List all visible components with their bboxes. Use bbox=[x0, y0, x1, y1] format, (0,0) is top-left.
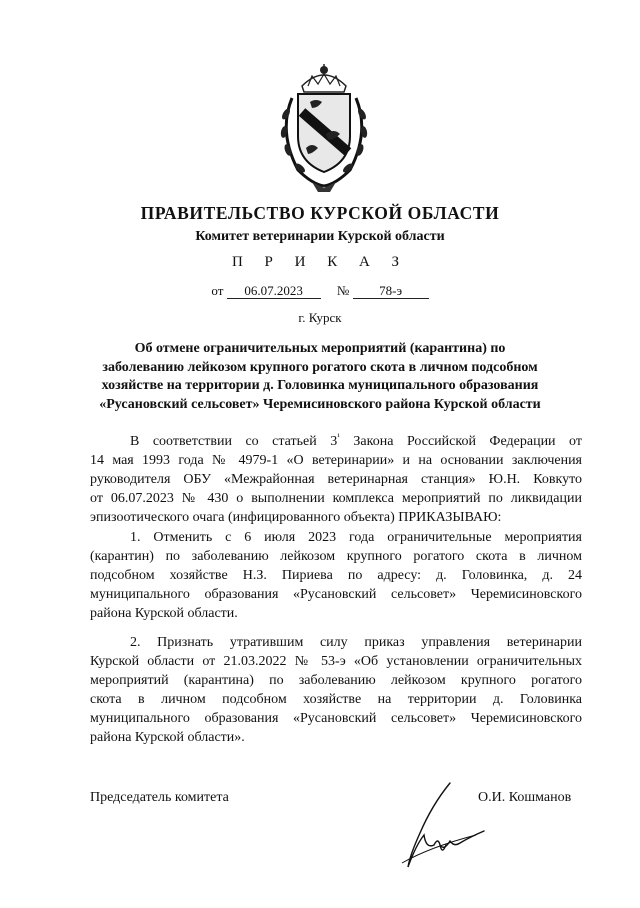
item-line: мероприятий (карантина) по заболеванию лейкозом крупного рогатого bbox=[90, 673, 582, 688]
item-line: 2. Признать утратившим силу приказ управления ветеринарии bbox=[130, 635, 582, 650]
order-city: г. Курск bbox=[298, 310, 342, 325]
order-subject bbox=[60, 340, 580, 414]
order-date: 06.07.2023 bbox=[227, 284, 321, 299]
subject-line: Об отмене ограничительных мероприятий (карантина) по bbox=[134, 341, 506, 356]
subject-line: хозяйстве на территории д. Головинка муниципального образования bbox=[101, 378, 539, 393]
item-line: района Курской области». bbox=[90, 730, 245, 745]
committee-name: Комитет ветеринарии Курской области bbox=[195, 229, 445, 244]
government-title: ПРАВИТЕЛЬСТВО КУРСКОЙ ОБЛАСТИ bbox=[140, 203, 500, 223]
item-line: подсобном хозяйстве Н.З. Пириева по адресу: д. Головинка, д. 24 bbox=[90, 568, 582, 583]
subject-line: «Русановский сельсовет» Черемисиновского района Курской области bbox=[99, 396, 541, 412]
item-line: района Курской области. bbox=[90, 606, 238, 621]
item-line: (карантин) по заболеванию лейкозом крупного рогатого скота в личном bbox=[90, 549, 582, 564]
order-date-label: от bbox=[211, 283, 224, 298]
item-line: Курской области от 21.03.2022 № 53-э «Об установлении ограничительных bbox=[90, 654, 582, 669]
subject-line: заболеванию лейкозом крупного рогатого скота в личном подсобном bbox=[102, 359, 538, 375]
item-line: муниципального образования «Русановский сельсовет» Черемисиновского bbox=[90, 587, 582, 602]
item-line: скота в личном подсобном хозяйстве на территории д. Головинка bbox=[90, 692, 582, 707]
item-line: муниципального образования «Русановский сельсовет» Черемисиновского bbox=[90, 711, 582, 726]
order-item-1 bbox=[90, 528, 582, 623]
order-heading: П Р И К А З bbox=[231, 254, 409, 270]
signatory-name: О.И. Кошманов bbox=[478, 790, 572, 805]
order-item-2 bbox=[90, 633, 582, 747]
coat-of-arms-icon bbox=[268, 62, 380, 194]
order-number-label: № bbox=[336, 283, 350, 298]
preamble-line: эпизоотического очага (инфицированного объекта) ПРИКАЗЫВАЮ: bbox=[90, 510, 502, 525]
item-line: 1. Отменить с 6 июля 2023 года ограничительные мероприятия bbox=[130, 530, 582, 545]
order-number: 78-э bbox=[353, 284, 429, 299]
preamble-paragraph bbox=[90, 432, 582, 527]
preamble-line: В соответствии со статьей $3^{^1}$ Закона Российской Федерации от bbox=[130, 431, 582, 449]
preamble-line: от 06.07.2023 № 430 о выполнении комплекса мероприятий по ликвидации bbox=[90, 491, 582, 506]
order-meta bbox=[0, 283, 640, 299]
preamble-line: руководителя ОБУ «Межрайонная ветеринарная станция» Ю.Н. Ковкуто bbox=[90, 472, 582, 487]
signatory-position: Председатель комитета bbox=[90, 790, 229, 805]
preamble-line: 14 мая 1993 года № 4979-1 «О ветеринарии» и на основании заключения bbox=[90, 453, 582, 468]
